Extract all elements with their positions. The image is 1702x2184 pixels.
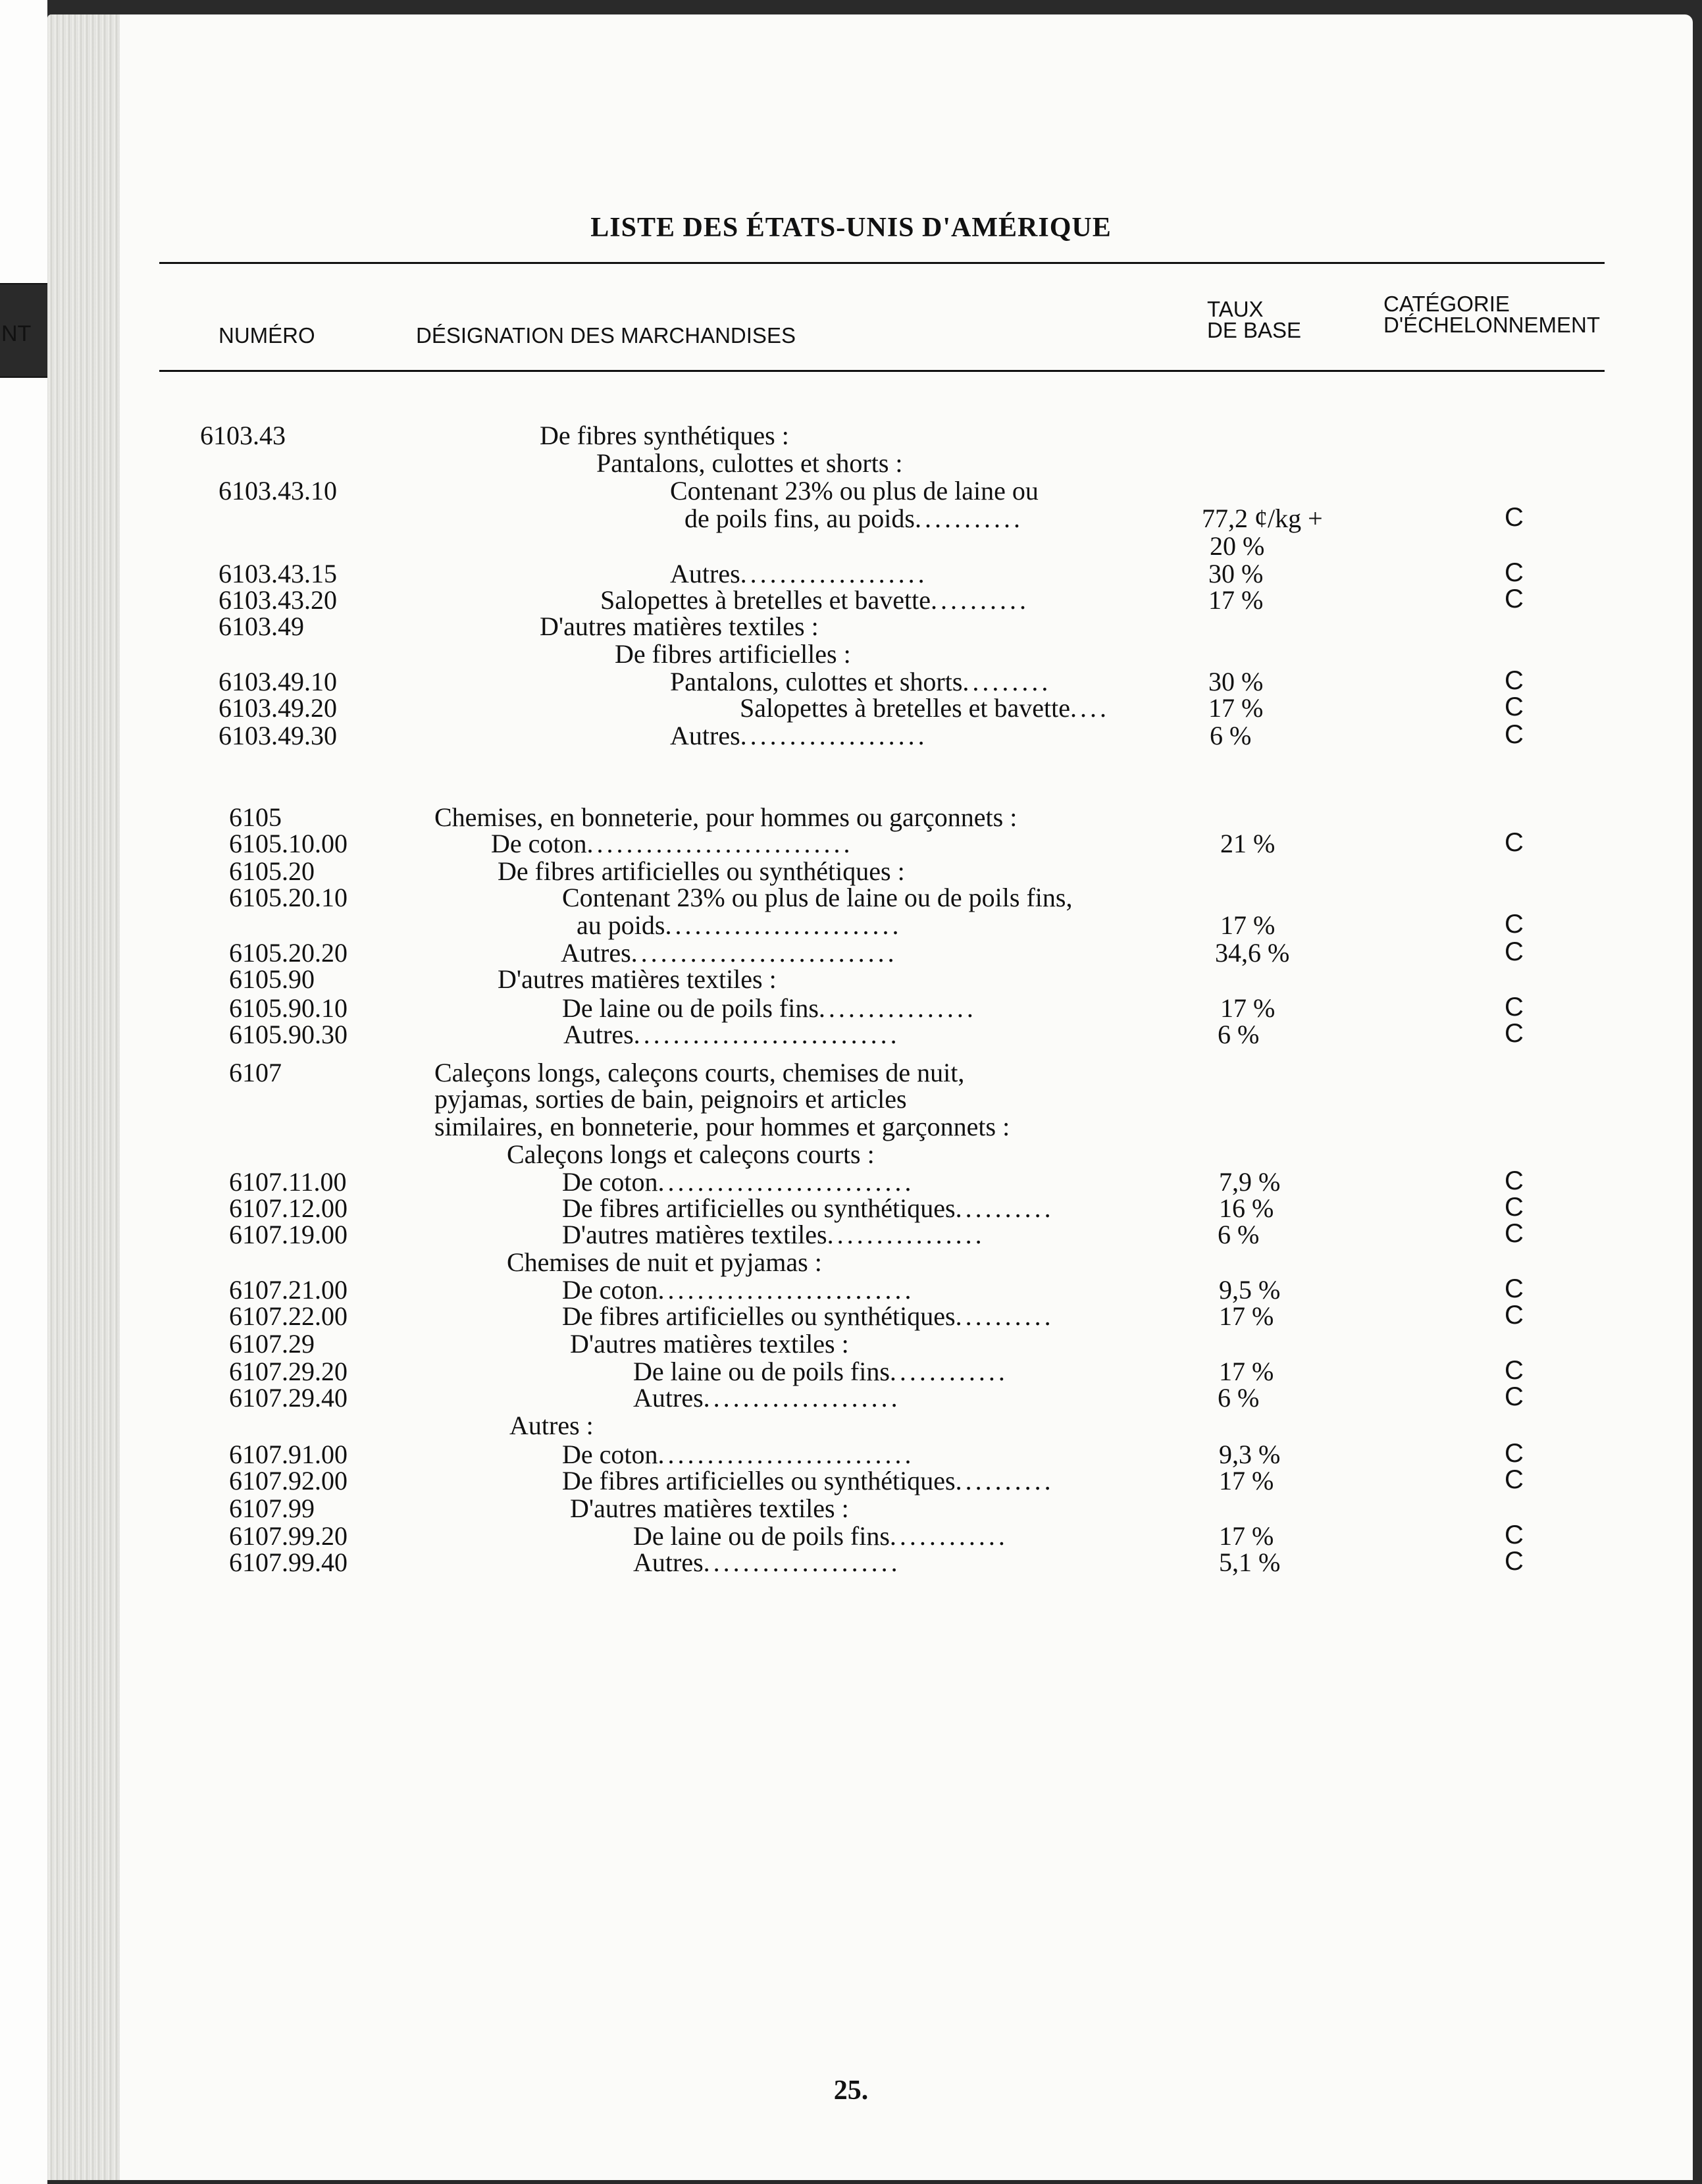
leader-dots: ................... [740, 559, 928, 588]
goods-description-text: De fibres artificielles ou synthétiques [562, 1466, 956, 1495]
base-rate: 7,9 % [1219, 1167, 1281, 1197]
leader-dots: .... [1070, 693, 1110, 723]
tariff-number: 6105.20.10 [229, 883, 348, 912]
base-rate: 17 % [1219, 1466, 1274, 1495]
tariff-number: 6107 [229, 1058, 282, 1087]
goods-description-text: de poils fins, au poids [684, 504, 915, 533]
goods-description [562, 882, 1072, 913]
tariff-number: 6105.90 [229, 964, 315, 994]
table-row [0, 802, 1702, 831]
table-row [0, 828, 1702, 857]
table-row [0, 1382, 1702, 1411]
staging-category: C [1505, 1166, 1524, 1195]
base-rate: 6 % [1218, 1220, 1260, 1249]
tariff-number: 6107.21.00 [229, 1275, 348, 1305]
table-row [0, 1410, 1702, 1439]
tariff-number: 6105.90.10 [229, 993, 348, 1023]
leader-dots: ........................... [633, 1020, 900, 1049]
table-row [0, 1465, 1702, 1494]
goods-description [596, 448, 903, 479]
leader-dots: ........................... [631, 938, 898, 968]
table-row [0, 1547, 1702, 1576]
staging-category: C [1505, 910, 1524, 939]
header-categorie-line1: CATÉGORIE [1383, 292, 1510, 316]
table-row [0, 1493, 1702, 1522]
goods-description-text: Salopettes à bretelles et bavette [600, 585, 931, 615]
leader-dots: .................... [703, 1547, 901, 1577]
table-row [0, 503, 1702, 532]
goods-description [570, 1493, 849, 1524]
table-row [0, 937, 1702, 966]
leader-dots: .......................... [658, 1167, 915, 1197]
goods-description [509, 1410, 594, 1441]
base-rate: 17 % [1208, 585, 1264, 615]
base-rate: 17 % [1208, 693, 1264, 723]
goods-description [633, 1382, 901, 1413]
goods-description-text: Caleçons longs, caleçons courts, chemises de nuit, [434, 1058, 965, 1087]
goods-description [540, 420, 789, 451]
leader-dots: ............ [889, 1521, 1008, 1551]
goods-description-text: Autres : [509, 1411, 594, 1440]
table-row [0, 611, 1702, 640]
base-rate: 17 % [1219, 1301, 1274, 1331]
goods-description-text: De fibres artificielles ou synthétiques [562, 1193, 956, 1223]
table-row [0, 420, 1702, 449]
table-row [0, 1439, 1702, 1468]
goods-description-text: Chemises, en bonneterie, pour hommes ou garçonnets : [434, 802, 1018, 832]
goods-description-text: D'autres matières textiles : [570, 1329, 849, 1359]
base-rate: 17 % [1220, 993, 1276, 1023]
table-row [0, 1247, 1702, 1276]
tariff-number: 6103.49.20 [219, 693, 337, 723]
header-taux [1207, 299, 1301, 341]
base-rate: 6 % [1218, 1383, 1260, 1413]
table-row [0, 1521, 1702, 1549]
staging-category: C [1505, 1274, 1524, 1303]
tariff-number: 6107.99.20 [229, 1521, 348, 1551]
leader-dots: ................ [818, 993, 977, 1023]
table-row [0, 1166, 1702, 1195]
leader-dots: .......... [955, 1466, 1054, 1495]
header-bottom-rule [159, 370, 1605, 372]
base-rate: 6 % [1218, 1020, 1260, 1049]
table-row [0, 1111, 1702, 1140]
goods-description-text: De coton [562, 1167, 658, 1197]
tariff-number: 6105 [229, 802, 282, 832]
tariff-number: 6107.11.00 [229, 1167, 347, 1197]
staging-category: C [1505, 558, 1524, 587]
table-row [0, 1019, 1702, 1048]
tariff-number: 6107.19.00 [229, 1220, 348, 1249]
table-row [0, 1301, 1702, 1330]
staging-category: C [1505, 1301, 1524, 1330]
goods-description [570, 1328, 849, 1359]
leader-dots: ........................ [665, 910, 902, 940]
header-numero: NUMÉRO [219, 323, 315, 348]
tariff-number: 6107.12.00 [229, 1193, 348, 1223]
table-row [0, 585, 1702, 613]
staging-category: C [1505, 828, 1524, 857]
base-rate: 77,2 ¢/kg + [1202, 504, 1323, 533]
table-row [0, 638, 1702, 667]
staging-category: C [1505, 1547, 1524, 1576]
goods-description-text: Caleçons longs et caleçons courts : [507, 1139, 875, 1169]
leader-dots: .......................... [658, 1275, 915, 1305]
goods-description [540, 611, 819, 642]
goods-description-text: De coton [562, 1275, 658, 1305]
tariff-number: 6103.49.10 [219, 667, 337, 696]
leader-dots: ................ [827, 1220, 985, 1249]
leader-dots: .......... [955, 1301, 1054, 1331]
staging-category: C [1505, 993, 1524, 1022]
goods-description-text: De coton [491, 829, 587, 858]
table-row [0, 993, 1702, 1022]
tariff-number: 6107.91.00 [229, 1440, 348, 1469]
leader-dots: .......................... [658, 1440, 915, 1469]
left-fragment-rule [0, 283, 47, 284]
goods-description-text: Contenant 23% ou plus de laine ou de poils fins, [562, 883, 1073, 912]
table-row [0, 666, 1702, 695]
base-rate: 6 % [1210, 721, 1252, 750]
tariff-number: 6103.43.15 [219, 559, 337, 588]
header-taux-line2: DE BASE [1207, 318, 1302, 342]
goods-description-text: De fibres artificielles ou synthétiques [562, 1301, 956, 1331]
goods-description-text: De fibres synthétiques : [540, 421, 789, 450]
goods-description [615, 638, 851, 669]
staging-category: C [1505, 692, 1524, 721]
table-row [0, 1083, 1702, 1112]
table-row [0, 1139, 1702, 1168]
goods-description [491, 828, 854, 859]
base-rate: 17 % [1219, 1357, 1274, 1386]
goods-description-text: au poids [577, 910, 665, 940]
goods-description [562, 1465, 1054, 1496]
goods-description-text: Pantalons, culottes et shorts : [596, 448, 903, 478]
goods-description [507, 1247, 822, 1278]
goods-description [563, 1019, 900, 1050]
goods-description-text: Contenant 23% ou plus de laine ou [670, 476, 1039, 506]
goods-description [507, 1139, 875, 1170]
goods-description-text: Autres [561, 938, 631, 968]
goods-description-text: Autres [670, 559, 740, 588]
table-row [0, 856, 1702, 885]
staging-category: C [1505, 1219, 1524, 1248]
header-taux-line1: TAUX [1207, 297, 1264, 321]
base-rate: 20 % [1210, 531, 1265, 561]
goods-description-text: pyjamas, sorties de bain, peignoirs et articles [434, 1084, 907, 1114]
table-row [0, 558, 1702, 587]
page-title: LISTE DES ÉTATS-UNIS D'AMÉRIQUE [590, 213, 1112, 243]
goods-description-text: Pantalons, culottes et shorts [670, 667, 963, 696]
table-row [0, 1193, 1702, 1222]
leader-dots: ........................... [586, 829, 854, 858]
tariff-number: 6105.20 [229, 856, 315, 886]
left-fragment-rule-lower [0, 377, 47, 378]
table-row [0, 882, 1702, 911]
table-row [0, 1274, 1702, 1303]
staging-category: C [1505, 585, 1524, 613]
staging-category: C [1505, 666, 1524, 695]
table-row [0, 692, 1702, 721]
goods-description-text: D'autres matières textiles : [540, 611, 819, 641]
goods-description-text: De coton [562, 1440, 658, 1469]
tariff-number: 6105.10.00 [229, 829, 348, 858]
goods-description [684, 503, 1023, 534]
goods-description [434, 1111, 1010, 1142]
goods-description-text: De fibres artificielles ou synthétiques : [498, 856, 905, 886]
header-designation-label: DÉSIGNATION DES MARCHANDISES [416, 323, 796, 348]
tariff-number: 6107.92.00 [229, 1466, 348, 1495]
goods-description-text: De laine ou de poils fins [633, 1521, 890, 1551]
leader-dots: .......... [931, 585, 1030, 615]
staging-category: C [1505, 1521, 1524, 1549]
goods-description-text: Autres [563, 1020, 634, 1049]
table-row [0, 720, 1702, 749]
goods-description-text: D'autres matières textiles [562, 1220, 827, 1249]
goods-description [562, 1301, 1054, 1332]
base-rate: 17 % [1220, 910, 1276, 940]
table-row [0, 1328, 1702, 1357]
tariff-number: 6103.43.10 [219, 476, 337, 506]
staging-category: C [1505, 1193, 1524, 1222]
tariff-number: 6107.22.00 [229, 1301, 348, 1331]
base-rate: 17 % [1219, 1521, 1274, 1551]
goods-description-text: Chemises de nuit et pyjamas : [507, 1247, 822, 1277]
leader-dots: .................... [703, 1383, 901, 1413]
staging-category: C [1505, 1356, 1524, 1385]
goods-description-text: D'autres matières textiles : [498, 964, 777, 994]
staging-category: C [1505, 937, 1524, 966]
goods-description-text: Autres [633, 1383, 704, 1413]
leader-dots: ......... [962, 667, 1052, 696]
base-rate: 9,5 % [1219, 1275, 1281, 1305]
goods-description [670, 720, 928, 751]
table-row [0, 1219, 1702, 1248]
goods-description [670, 475, 1039, 506]
goods-description-text: Salopettes à bretelles et bavette [740, 693, 1071, 723]
leader-dots: .......... [955, 1193, 1054, 1223]
header-categorie-line2: D'ÉCHELONNEMENT [1383, 313, 1601, 337]
table-row [0, 1356, 1702, 1385]
page-number: 25. [833, 2075, 869, 2106]
base-rate: 9,3 % [1219, 1440, 1281, 1469]
tariff-number: 6107.99 [229, 1494, 315, 1523]
tariff-number: 6103.49.30 [219, 721, 337, 750]
tariff-number: 6107.29.40 [229, 1383, 348, 1413]
leader-dots: ........... [914, 504, 1023, 533]
goods-description-text: De fibres artificielles : [615, 639, 851, 669]
header-top-rule [159, 262, 1605, 264]
table-row [0, 475, 1702, 504]
base-rate: 34,6 % [1215, 938, 1290, 968]
goods-description-text: Autres [670, 721, 740, 750]
leader-dots: ................... [740, 721, 928, 750]
table-row [0, 531, 1702, 559]
base-rate: 30 % [1208, 559, 1264, 588]
tariff-number: 6103.43 [200, 421, 286, 450]
tariff-number: 6105.20.20 [229, 938, 348, 968]
base-rate: 5,1 % [1219, 1547, 1281, 1577]
goods-description [434, 1083, 907, 1114]
staging-category: C [1505, 1439, 1524, 1468]
tariff-number: 6107.29.20 [229, 1357, 348, 1386]
tariff-number: 6107.99.40 [229, 1547, 348, 1577]
base-rate: 16 % [1219, 1193, 1274, 1223]
table-row [0, 910, 1702, 939]
tariff-number: 6107.29 [229, 1329, 315, 1359]
goods-description [633, 1547, 901, 1578]
header-designation [416, 325, 796, 346]
goods-description-text: De laine ou de poils fins [562, 993, 819, 1023]
base-rate: 21 % [1220, 829, 1276, 858]
goods-description [562, 1219, 985, 1250]
tariff-number: 6105.90.30 [229, 1020, 348, 1049]
goods-description-text: Autres [633, 1547, 704, 1577]
goods-description-text: similaires, en bonneterie, pour hommes et garçonnets : [434, 1112, 1010, 1141]
tariff-number: 6103.43.20 [219, 585, 337, 615]
margin-fragment-text: NT [1, 321, 32, 346]
table-row [0, 448, 1702, 477]
goods-description-text: D'autres matières textiles : [570, 1494, 849, 1523]
base-rate: 30 % [1208, 667, 1264, 696]
table-row [0, 964, 1702, 993]
table-row [0, 1057, 1702, 1086]
goods-description [498, 964, 777, 995]
tariff-number: 6103.49 [219, 611, 304, 641]
staging-category: C [1505, 503, 1524, 532]
header-categorie [1383, 294, 1600, 336]
goods-description [740, 692, 1110, 723]
goods-description-text: De laine ou de poils fins [633, 1357, 890, 1386]
staging-category: C [1505, 1465, 1524, 1494]
goods-description [577, 910, 902, 941]
leader-dots: ............ [889, 1357, 1008, 1386]
staging-category: C [1505, 1382, 1524, 1411]
staging-category: C [1505, 1019, 1524, 1048]
staging-category: C [1505, 720, 1524, 749]
